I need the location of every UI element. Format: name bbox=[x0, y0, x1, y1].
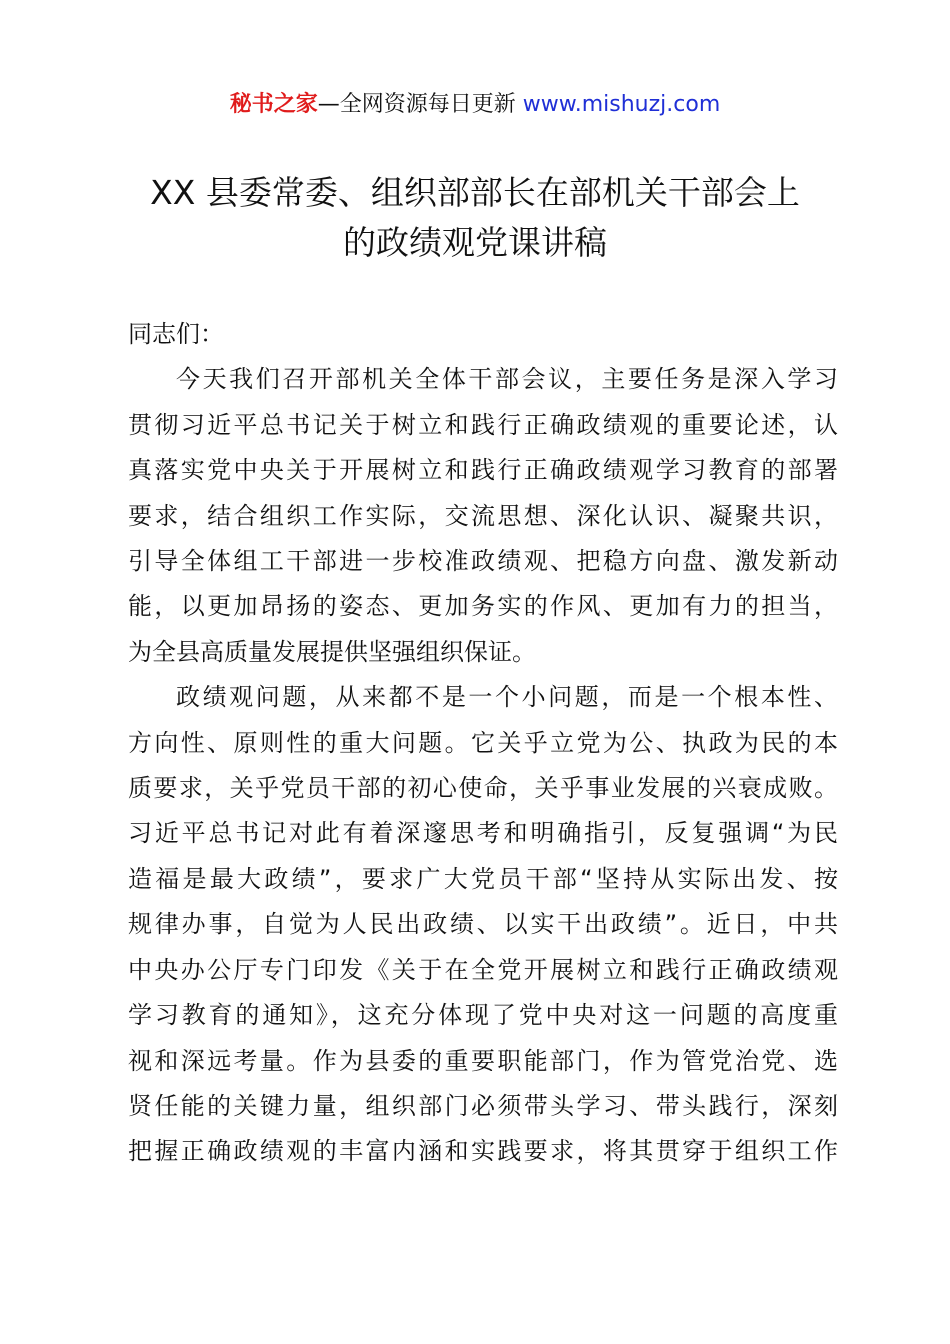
salutation: 同志们： bbox=[128, 320, 224, 348]
paragraph-line: 中央办公厅专门印发《关于在全党开展树立和践行正确政绩观 bbox=[128, 955, 838, 984]
title-line-1: XX 县委常委、组织部部长在部机关干部会上 bbox=[150, 173, 800, 212]
paragraph-line: 要求，结合组织工作实际，交流思想、深化认识、凝聚共识， bbox=[128, 501, 838, 530]
paragraph-line: 规律办事，自觉为人民出政绩、以实干出政绩”。近日，中共 bbox=[128, 910, 838, 939]
paragraph-line: 把握正确政绩观的丰富内涵和实践要求，将其贯穿于组织工作 bbox=[128, 1137, 838, 1166]
header-slogan: —全网资源每日更新 bbox=[317, 92, 523, 117]
paragraph-line: 贯彻习近平总书记关于树立和践行正确政绩观的重要论述，认 bbox=[128, 410, 838, 439]
paragraph-line: 能，以更加昂扬的姿态、更加务实的作风、更加有力的担当， bbox=[128, 592, 838, 621]
paragraph-line: 方向性、原则性的重大问题。它关乎立党为公、执政为民的本 bbox=[128, 728, 838, 757]
paragraph-line: 质要求，关乎党员干部的初心使命，关乎事业发展的兴衰成败。 bbox=[128, 774, 838, 803]
paragraph-line: 为全县高质量发展提供坚强组织保证。 bbox=[128, 637, 536, 666]
paragraph-line: 习近平总书记对此有着深邃思考和明确指引，反复强调“为民 bbox=[128, 819, 838, 848]
document-body bbox=[128, 312, 838, 1175]
brand-name: 秘书之家 bbox=[229, 92, 318, 117]
document-title bbox=[80, 168, 870, 268]
site-url[interactable]: www.mishuzj.com bbox=[522, 92, 721, 117]
paragraph-1 bbox=[128, 357, 838, 675]
title-line-2: 的政绩观党课讲稿 bbox=[343, 223, 607, 262]
site-header bbox=[0, 88, 950, 122]
paragraph-line: 真落实党中央关于开展树立和践行正确政绩观学习教育的部署 bbox=[128, 456, 838, 485]
paragraph-line: 今天我们召开部机关全体干部会议，主要任务是深入学习 bbox=[176, 365, 838, 394]
paragraph-line: 视和深远考量。作为县委的重要职能部门，作为管党治党、选 bbox=[128, 1046, 838, 1075]
paragraph-line: 学习教育的通知》，这充分体现了党中央对这一问题的高度重 bbox=[128, 1001, 838, 1030]
paragraph-line: 政绩观问题，从来都不是一个小问题，而是一个根本性、 bbox=[176, 683, 838, 712]
paragraph-line: 贤任能的关键力量，组织部门必须带头学习、带头践行，深刻 bbox=[128, 1091, 838, 1120]
paragraph-line: 引导全体组工干部进一步校准政绩观、把稳方向盘、激发新动 bbox=[128, 547, 838, 576]
paragraph-line: 造福是最大政绩”，要求广大党员干部“坚持从实际出发、按 bbox=[128, 864, 838, 893]
paragraph-2 bbox=[128, 675, 838, 1174]
